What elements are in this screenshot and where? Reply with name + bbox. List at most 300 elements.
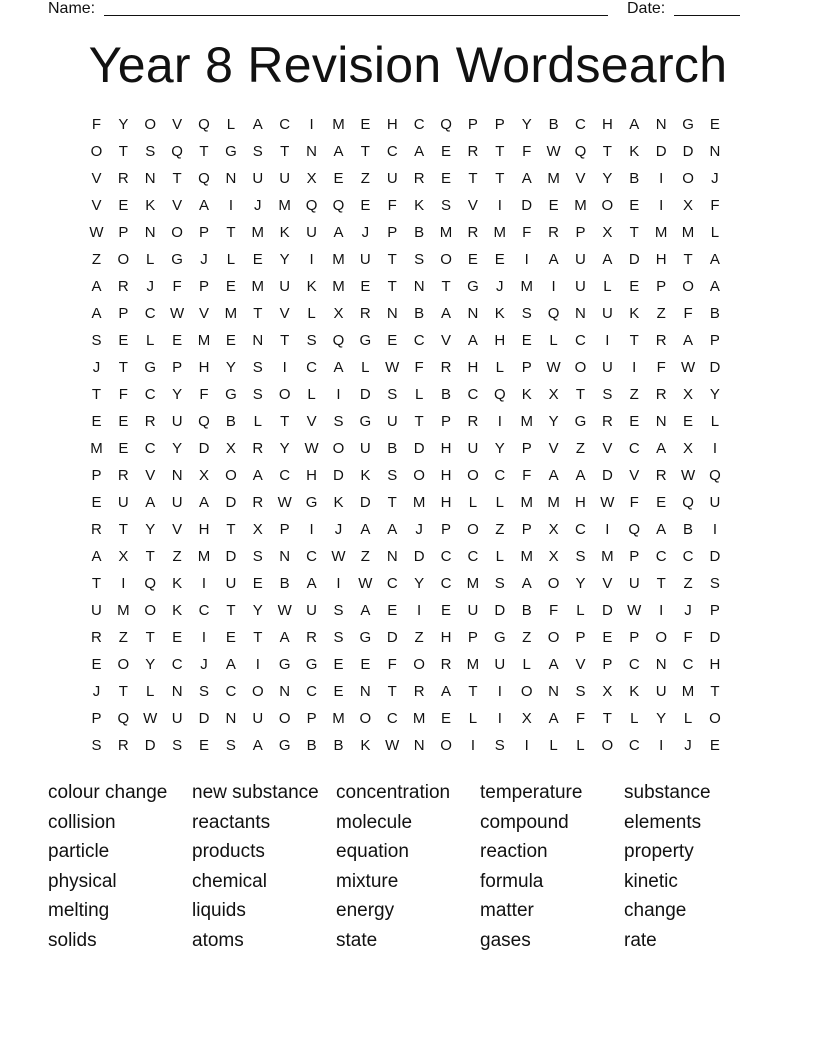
grid-letter: P bbox=[279, 521, 290, 538]
grid-letter: D bbox=[144, 737, 156, 754]
grid-letter: F bbox=[387, 656, 397, 673]
grid-letter: F bbox=[522, 467, 532, 484]
grid-letter: D bbox=[225, 548, 237, 565]
grid-letter: A bbox=[548, 656, 559, 673]
grid-letter: Y bbox=[145, 656, 156, 673]
grid-letter: G bbox=[225, 143, 237, 160]
grid-letter: C bbox=[144, 305, 156, 322]
grid-letter: I bbox=[605, 521, 610, 538]
grid-letter: X bbox=[333, 305, 344, 322]
grid-letter: K bbox=[521, 386, 532, 403]
grid-letter: S bbox=[333, 602, 344, 619]
grid-letter: U bbox=[306, 602, 317, 619]
grid-letter: C bbox=[198, 602, 210, 619]
grid-letter: A bbox=[521, 575, 532, 592]
grid-letter: H bbox=[198, 359, 210, 376]
grid-letter: A bbox=[441, 305, 452, 322]
grid-letter: V bbox=[172, 116, 183, 133]
word-list-item: reactants bbox=[192, 811, 271, 833]
grid-letter: Z bbox=[495, 521, 505, 538]
word-list-item: formula bbox=[480, 870, 544, 892]
grid-row bbox=[83, 436, 731, 463]
grid-letter: J bbox=[200, 251, 208, 268]
word-list-item: substance bbox=[624, 782, 711, 803]
grid-letter: W bbox=[385, 737, 400, 754]
grid-letter: C bbox=[682, 548, 694, 565]
grid-letter: G bbox=[305, 656, 318, 673]
grid-letter: I bbox=[282, 359, 287, 376]
grid-letter: N bbox=[655, 116, 667, 133]
grid-letter: T bbox=[253, 629, 263, 646]
grid-letter: E bbox=[441, 602, 452, 619]
grid-letter: X bbox=[548, 386, 559, 403]
grid-letter: U bbox=[306, 224, 317, 241]
grid-letter: N bbox=[575, 305, 586, 322]
grid-letter: R bbox=[359, 305, 371, 322]
grid-letter: L bbox=[576, 602, 585, 619]
grid-letter: I bbox=[524, 737, 529, 754]
grid-letter: A bbox=[360, 521, 371, 538]
grid-letter: B bbox=[225, 413, 236, 430]
grid-letter: V bbox=[199, 305, 210, 322]
grid-letter: P bbox=[575, 629, 586, 646]
grid-letter: H bbox=[709, 656, 721, 673]
grid-letter: Q bbox=[198, 413, 210, 430]
grid-letter: Q bbox=[117, 710, 130, 727]
grid-letter: I bbox=[659, 602, 664, 619]
grid-letter: T bbox=[414, 413, 424, 430]
grid-letter: T bbox=[253, 305, 263, 322]
grid-letter: U bbox=[359, 440, 371, 457]
grid-letter: N bbox=[655, 656, 667, 673]
grid-letter: W bbox=[304, 440, 319, 457]
grid-letter: R bbox=[655, 332, 667, 349]
grid-letter: J bbox=[361, 224, 370, 241]
grid-letter: I bbox=[309, 116, 314, 133]
grid-letter: H bbox=[494, 332, 506, 349]
grid-letter: P bbox=[91, 710, 102, 727]
grid-letter: Q bbox=[709, 467, 721, 484]
grid-letter: G bbox=[493, 629, 506, 646]
grid-letter: R bbox=[117, 737, 129, 754]
grid-letter: E bbox=[441, 710, 452, 727]
grid-letter: W bbox=[331, 548, 346, 565]
grid-letter: X bbox=[548, 521, 559, 538]
word-list-item: colour change bbox=[48, 782, 168, 803]
grid-letter: S bbox=[252, 386, 263, 403]
grid-letter: S bbox=[145, 143, 156, 160]
grid-letter: F bbox=[172, 278, 182, 295]
grid-letter: M bbox=[520, 494, 533, 511]
grid-letter: K bbox=[279, 224, 290, 241]
grid-letter: T bbox=[495, 143, 505, 160]
grid-letter: F bbox=[629, 494, 639, 511]
grid-letter: M bbox=[520, 278, 533, 295]
grid-letter: O bbox=[709, 710, 721, 727]
word-list-item: physical bbox=[48, 870, 117, 892]
grid-letter: O bbox=[225, 467, 237, 484]
grid-letter: S bbox=[441, 197, 452, 214]
grid-letter: V bbox=[91, 170, 102, 187]
grid-letter: P bbox=[656, 278, 667, 295]
grid-letter: G bbox=[278, 656, 291, 673]
grid-letter: A bbox=[333, 224, 344, 241]
word-list-item: liquids bbox=[192, 900, 246, 922]
grid-letter: O bbox=[467, 521, 479, 538]
grid-letter: E bbox=[683, 413, 694, 430]
grid-letter: W bbox=[627, 602, 642, 619]
grid-letter: O bbox=[601, 197, 614, 214]
grid-letter: Z bbox=[575, 440, 586, 457]
grid-letter: K bbox=[360, 737, 371, 754]
grid-letter: M bbox=[574, 197, 587, 214]
grid-letter: D bbox=[601, 602, 613, 619]
grid-letter: U bbox=[386, 413, 398, 430]
grid-letter: E bbox=[602, 629, 613, 646]
grid-letter: U bbox=[386, 170, 398, 187]
grid-letter: E bbox=[91, 413, 102, 430]
grid-letter: R bbox=[252, 494, 264, 511]
grid-letter: L bbox=[522, 656, 531, 673]
grid-letter: X bbox=[252, 521, 263, 538]
grid-letter: O bbox=[117, 656, 130, 673]
grid-letter: S bbox=[494, 737, 505, 754]
grid-letter: Z bbox=[656, 305, 666, 322]
grid-letter: P bbox=[709, 332, 720, 349]
date-label: Date: bbox=[627, 0, 666, 17]
grid-letter: A bbox=[602, 251, 613, 268]
grid-letter: X bbox=[225, 440, 236, 457]
grid-letter: W bbox=[143, 710, 158, 727]
grid-letter: J bbox=[92, 359, 101, 376]
grid-letter: P bbox=[91, 467, 102, 484]
grid-letter: T bbox=[602, 143, 612, 160]
grid-letter: L bbox=[307, 305, 316, 322]
grid-letter: J bbox=[200, 656, 208, 673]
grid-letter: U bbox=[252, 710, 264, 727]
grid-letter: B bbox=[629, 170, 640, 187]
grid-letter: E bbox=[387, 332, 398, 349]
grid-letter: Z bbox=[360, 170, 370, 187]
grid-letter: R bbox=[655, 386, 667, 403]
grid-letter: L bbox=[495, 548, 504, 565]
grid-letter: A bbox=[683, 332, 694, 349]
grid-letter: T bbox=[387, 251, 397, 268]
grid-letter: B bbox=[279, 575, 290, 592]
grid-letter: B bbox=[414, 305, 425, 322]
grid-letter: O bbox=[682, 170, 694, 187]
grid-letter: P bbox=[118, 224, 129, 241]
grid-letter: C bbox=[575, 116, 586, 133]
grid-letter: B bbox=[306, 737, 317, 754]
word-list-item: state bbox=[336, 929, 378, 951]
grid-letter: A bbox=[199, 494, 210, 511]
grid-letter: E bbox=[118, 197, 129, 214]
grid-letter: S bbox=[306, 332, 317, 349]
grid-letter: E bbox=[225, 278, 236, 295]
grid-letter: H bbox=[467, 359, 479, 376]
grid-letter: N bbox=[386, 305, 398, 322]
grid-letter: I bbox=[497, 197, 502, 214]
grid-letter: P bbox=[172, 359, 183, 376]
grid-row bbox=[83, 166, 731, 193]
grid-letter: C bbox=[386, 710, 398, 727]
grid-letter: V bbox=[467, 197, 478, 214]
grid-letter: G bbox=[359, 629, 372, 646]
grid-letter: R bbox=[306, 629, 317, 646]
grid-letter: D bbox=[225, 494, 237, 511]
grid-letter: V bbox=[575, 170, 586, 187]
grid-letter: L bbox=[253, 413, 262, 430]
grid-letter: I bbox=[551, 278, 556, 295]
grid-letter: T bbox=[91, 575, 102, 592]
grid-letter: B bbox=[683, 521, 694, 538]
grid-letter: T bbox=[199, 143, 209, 160]
grid-letter: Q bbox=[305, 197, 318, 214]
grid-letter: M bbox=[412, 710, 426, 727]
grid-letter: U bbox=[467, 440, 479, 457]
grid-letter: M bbox=[681, 683, 695, 700]
grid-row bbox=[83, 274, 731, 301]
grid-letter: P bbox=[441, 521, 452, 538]
grid-letter: O bbox=[440, 251, 452, 268]
word-list-item: equation bbox=[336, 841, 409, 863]
grid-letter: G bbox=[171, 251, 183, 268]
grid-letter: T bbox=[226, 602, 236, 619]
grid-letter: U bbox=[225, 575, 237, 592]
grid-letter: U bbox=[628, 575, 640, 592]
grid-letter: C bbox=[279, 467, 291, 484]
grid-letter: E bbox=[333, 656, 344, 673]
grid-letter: T bbox=[683, 251, 693, 268]
grid-letter: T bbox=[387, 683, 397, 700]
name-label: Name: bbox=[48, 0, 96, 17]
grid-letter: C bbox=[413, 332, 425, 349]
grid-letter: E bbox=[656, 494, 667, 511]
grid-letter: T bbox=[118, 683, 128, 700]
grid-letter: Z bbox=[522, 629, 532, 646]
grid-row bbox=[83, 463, 731, 490]
grid-letter: S bbox=[387, 467, 398, 484]
grid-letter: N bbox=[386, 548, 398, 565]
grid-letter: I bbox=[605, 332, 610, 349]
grid-row bbox=[83, 706, 731, 733]
grid-letter: H bbox=[306, 467, 317, 484]
grid-letter: C bbox=[440, 575, 452, 592]
word-list-item: elements bbox=[624, 811, 702, 833]
grid-letter: N bbox=[709, 143, 721, 160]
grid-letter: V bbox=[172, 521, 183, 538]
grid-letter: E bbox=[91, 656, 102, 673]
grid-letter: R bbox=[413, 170, 425, 187]
grid-letter: T bbox=[145, 548, 155, 565]
word-list-item: chemical bbox=[192, 870, 267, 892]
grid-letter: E bbox=[709, 116, 720, 133]
grid-letter: T bbox=[495, 170, 505, 187]
grid-letter: C bbox=[306, 683, 317, 700]
grid-letter: F bbox=[118, 386, 128, 403]
grid-letter: R bbox=[117, 278, 129, 295]
grid-letter: W bbox=[600, 494, 615, 511]
grid-letter: O bbox=[117, 251, 130, 268]
grid-letter: M bbox=[251, 278, 265, 295]
grid-letter: L bbox=[146, 332, 155, 349]
grid-letter: Z bbox=[172, 548, 182, 565]
grid-letter: M bbox=[601, 548, 614, 565]
grid-letter: V bbox=[602, 440, 613, 457]
grid-letter: C bbox=[144, 386, 156, 403]
grid-letter: N bbox=[252, 332, 264, 349]
grid-letter: Q bbox=[628, 521, 641, 538]
grid-letter: L bbox=[146, 251, 155, 268]
grid-letter: K bbox=[629, 143, 640, 160]
grid-letter: I bbox=[201, 629, 207, 646]
grid-letter: G bbox=[359, 413, 372, 430]
word-list-item: atoms bbox=[192, 929, 244, 951]
grid-letter: C bbox=[575, 332, 586, 349]
grid-letter: L bbox=[468, 710, 478, 727]
grid-letter: O bbox=[601, 737, 614, 754]
word-list-item: particle bbox=[48, 841, 110, 863]
grid-letter: X bbox=[548, 548, 559, 565]
grid-letter: L bbox=[630, 710, 639, 727]
grid-letter: S bbox=[252, 143, 263, 160]
grid-letter: C bbox=[682, 656, 694, 673]
grid-letter: W bbox=[170, 305, 185, 322]
grid-letter: X bbox=[602, 683, 613, 700]
grid-letter: A bbox=[91, 548, 102, 565]
grid-letter: V bbox=[145, 467, 156, 484]
grid-letter: O bbox=[332, 440, 345, 457]
grid-letter: R bbox=[117, 467, 129, 484]
grid-letter: F bbox=[91, 116, 102, 133]
grid-letter: D bbox=[709, 629, 721, 646]
grid-letter: S bbox=[172, 737, 183, 754]
grid-letter: D bbox=[655, 143, 667, 160]
grid-letter: I bbox=[417, 602, 422, 619]
grid-letter: D bbox=[198, 440, 210, 457]
grid-letter: Y bbox=[521, 116, 532, 133]
grid-letter: Q bbox=[332, 332, 345, 349]
grid-letter: F bbox=[683, 305, 693, 322]
grid-letter: O bbox=[574, 359, 587, 376]
grid-letter: T bbox=[710, 683, 720, 700]
grid-letter: T bbox=[360, 143, 370, 160]
grid-letter: J bbox=[92, 683, 101, 700]
grid-letter: Q bbox=[574, 143, 587, 160]
grid-letter: J bbox=[146, 278, 154, 295]
grid-letter: U bbox=[575, 251, 586, 268]
grid-letter: O bbox=[251, 683, 264, 700]
grid-letter: Y bbox=[414, 575, 425, 592]
grid-letter: D bbox=[333, 467, 344, 484]
grid-letter: C bbox=[628, 440, 640, 457]
grid-letter: R bbox=[117, 170, 129, 187]
word-list-item: solids bbox=[48, 929, 97, 951]
grid-letter: E bbox=[91, 494, 102, 511]
grid-letter: U bbox=[494, 656, 506, 673]
grid-letter: A bbox=[656, 440, 667, 457]
grid-letter: K bbox=[306, 278, 317, 295]
grid-letter: A bbox=[709, 278, 720, 295]
grid-letter: S bbox=[521, 305, 532, 322]
grid-letter: I bbox=[336, 575, 341, 592]
grid-letter: O bbox=[655, 629, 667, 646]
grid-letter: Y bbox=[145, 521, 156, 538]
grid-letter: R bbox=[144, 413, 156, 430]
grid-letter: M bbox=[197, 548, 211, 565]
grid-letter: U bbox=[117, 494, 129, 511]
grid-letter: Z bbox=[629, 386, 639, 403]
grid-letter: I bbox=[201, 575, 207, 592]
word-list-item: molecule bbox=[336, 811, 413, 833]
grid-row bbox=[83, 355, 731, 382]
grid-letter: N bbox=[359, 683, 371, 700]
grid-letter: L bbox=[710, 224, 720, 241]
grid-letter: D bbox=[601, 467, 613, 484]
grid-letter: C bbox=[386, 575, 398, 592]
grid-letter: D bbox=[198, 710, 210, 727]
grid-letter: O bbox=[144, 116, 157, 133]
grid-letter: A bbox=[709, 251, 720, 268]
grid-letter: A bbox=[91, 278, 102, 295]
grid-letter: Z bbox=[91, 251, 102, 268]
grid-letter: U bbox=[171, 494, 183, 511]
grid-letter: U bbox=[601, 305, 613, 322]
grid-letter: F bbox=[575, 710, 586, 727]
grid-letter: U bbox=[279, 278, 291, 295]
grid-letter: B bbox=[441, 386, 452, 403]
grid-letter: H bbox=[440, 467, 452, 484]
grid-letter: O bbox=[520, 683, 533, 700]
grid-letter: T bbox=[441, 278, 451, 295]
grid-letter: P bbox=[387, 224, 398, 241]
grid-letter: I bbox=[336, 386, 341, 403]
grid-row bbox=[83, 193, 731, 220]
grid-letter: S bbox=[575, 683, 586, 700]
grid-letter: N bbox=[467, 305, 479, 322]
grid-letter: I bbox=[659, 197, 664, 214]
grid-row bbox=[83, 517, 731, 544]
grid-letter: L bbox=[146, 683, 155, 700]
grid-letter: O bbox=[278, 386, 291, 403]
grid-letter: Q bbox=[144, 575, 157, 592]
word-list-item: energy bbox=[336, 900, 395, 922]
grid-letter: S bbox=[602, 386, 613, 403]
grid-letter: M bbox=[547, 494, 560, 511]
grid-letter: S bbox=[199, 683, 210, 700]
grid-letter: M bbox=[520, 413, 533, 430]
grid-letter: V bbox=[575, 656, 586, 673]
grid-row bbox=[83, 679, 731, 706]
word-list-item: concentration bbox=[336, 782, 451, 803]
grid-letter: V bbox=[172, 197, 183, 214]
grid-letter: P bbox=[467, 629, 478, 646]
grid-letter: E bbox=[252, 251, 263, 268]
grid-letter: D bbox=[386, 629, 398, 646]
grid-letter: Q bbox=[493, 386, 506, 403]
grid-letter: M bbox=[278, 197, 291, 214]
word-list-item: temperature bbox=[480, 782, 583, 803]
word-list-item: melting bbox=[48, 900, 110, 922]
grid-letter: K bbox=[629, 683, 640, 700]
grid-letter: G bbox=[305, 494, 318, 511]
grid-letter: N bbox=[171, 467, 183, 484]
grid-letter: E bbox=[548, 197, 559, 214]
grid-letter: K bbox=[414, 197, 425, 214]
grid-letter: R bbox=[252, 440, 264, 457]
grid-letter: P bbox=[602, 656, 613, 673]
